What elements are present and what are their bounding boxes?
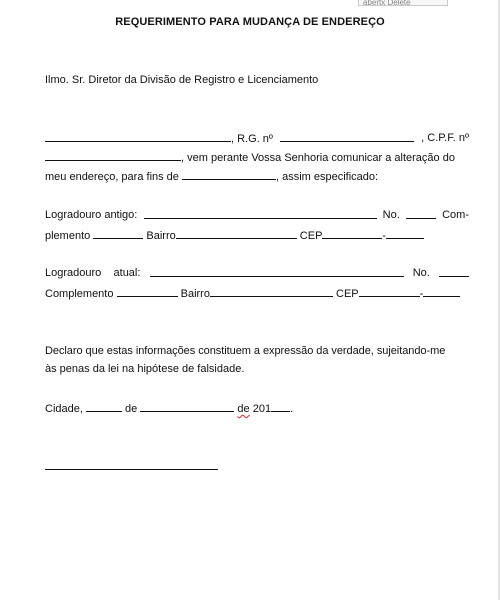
new-no-label: No.	[412, 267, 430, 279]
old-address-line1	[45, 208, 469, 222]
old-bairro-label: Bairro	[146, 230, 176, 242]
p1-line2	[45, 150, 469, 165]
name-field-segment	[45, 131, 273, 146]
cpf-segment	[45, 150, 455, 165]
new-street-blank[interactable]	[150, 266, 404, 277]
p1-line3-text-b: , assim especificado:	[275, 171, 379, 183]
new-complemento-label: Complemento	[45, 288, 114, 300]
p1-line1	[45, 131, 469, 146]
month-blank[interactable]	[140, 401, 234, 412]
new-cep-blank-b[interactable]	[423, 286, 460, 297]
date-line	[45, 401, 469, 416]
salutation: Ilmo. Sr. Diretor da Divisão de Registro e Licenciamento	[45, 74, 319, 86]
document-title: REQUERIMENTO PARA MUDANÇA DE ENDEREÇO	[115, 16, 385, 28]
old-street-blank[interactable]	[144, 208, 377, 219]
new-address-label-b: atual:	[113, 267, 141, 279]
new-bairro-label: Bairro	[180, 288, 210, 300]
new-address-label	[45, 266, 140, 280]
old-complemento-end: plemento	[45, 230, 91, 242]
cidade-label: Cidade,	[45, 403, 83, 415]
new-address-line1	[45, 266, 469, 280]
new-cep-dash: -	[419, 288, 424, 300]
name-blank[interactable]	[45, 131, 231, 142]
old-address-line2	[45, 228, 469, 243]
toolbar-chip[interactable]: abertx Delete	[358, 0, 448, 6]
new-bairro-blank[interactable]	[210, 286, 333, 297]
p1-line3-text-a: meu endereço, para fins de	[45, 171, 179, 183]
new-address-line2	[45, 286, 469, 301]
old-address-label: Logradouro antigo:	[45, 209, 138, 221]
rg-label: , R.G. nº	[231, 133, 273, 145]
cpf-blank[interactable]	[45, 150, 181, 161]
old-cep-label: CEP	[299, 230, 323, 242]
signature-line[interactable]	[45, 469, 218, 470]
declaration-line2: às penas da lei na hipótese de falsidade.	[45, 363, 245, 375]
p1-line3	[45, 169, 469, 184]
day-blank[interactable]	[86, 401, 122, 412]
new-complemento-blank[interactable]	[117, 286, 178, 297]
date-period: .	[290, 403, 294, 415]
old-cep-blank-b[interactable]	[386, 228, 424, 239]
old-no-label: No.	[382, 209, 400, 221]
cpf-label: , C.P.F. nº	[421, 132, 469, 144]
old-complemento-start: Com-	[442, 209, 469, 221]
p1-line2-text: , vem perante Vossa Senhoria comunicar a alteração do	[181, 152, 455, 164]
new-address-label-a: Logradouro	[45, 267, 102, 279]
old-bairro-blank[interactable]	[176, 228, 297, 239]
de-label-1: de	[125, 403, 138, 415]
old-cep-dash: -	[382, 230, 387, 242]
new-no-blank[interactable]	[439, 266, 469, 277]
year-prefix: 201	[252, 403, 272, 415]
purpose-blank[interactable]	[182, 169, 276, 180]
old-cep-blank-a[interactable]	[322, 228, 382, 239]
rg-blank[interactable]	[280, 131, 414, 142]
old-complemento-blank[interactable]	[93, 228, 143, 239]
year-blank[interactable]	[271, 401, 290, 412]
old-no-blank[interactable]	[406, 208, 436, 219]
de-label-2: de	[237, 403, 250, 415]
declaration-line1: Declaro que estas informações constituem a expressão da verdade, sujeitando-me	[45, 345, 446, 357]
new-cep-blank-a[interactable]	[359, 286, 420, 297]
new-cep-label: CEP	[336, 288, 359, 300]
